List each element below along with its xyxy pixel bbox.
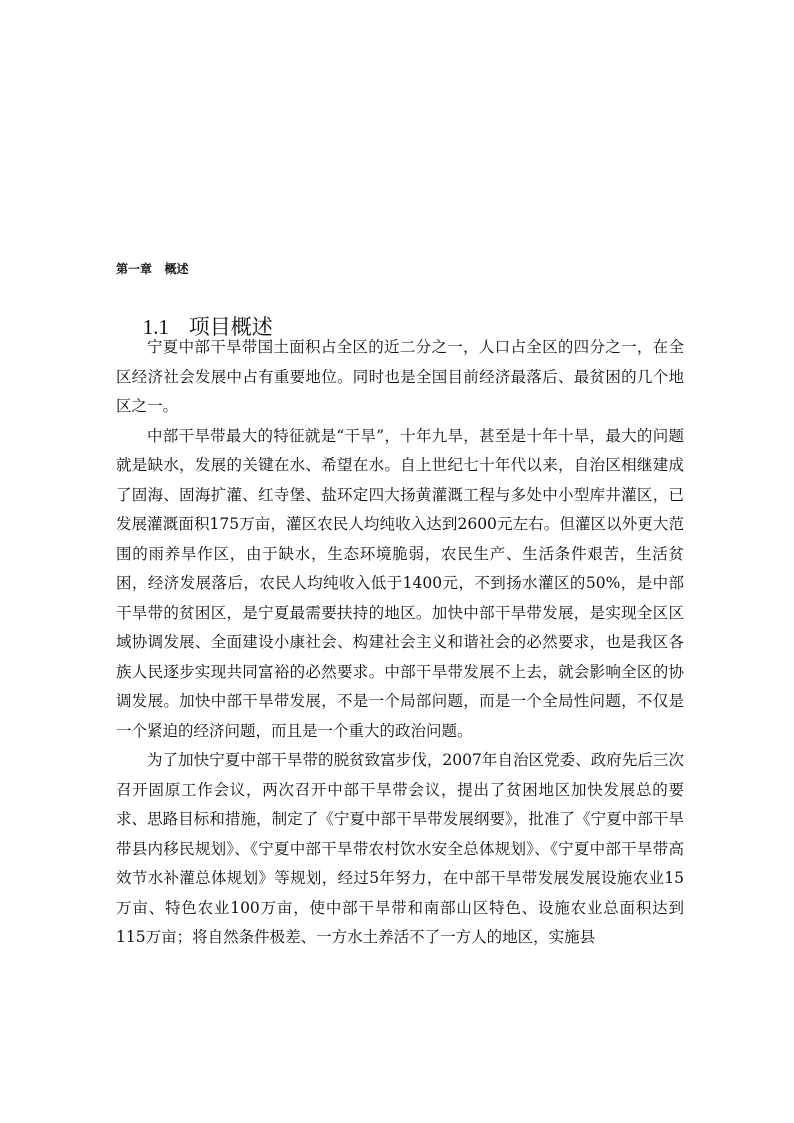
paragraph: 为了加快宁夏中部干旱带的脱贫致富步伐，2007年自治区党委、政府先后三次召开固原工作会议，两次召开中部干旱带会议，提出了贫困地区加快发展总的要求、思路目标和措施，制定了《宁夏中部干旱带发展纲要》，批准了《宁夏中部干旱带县内移民规划》、《宁夏中部干旱带农村饮水安全总体规划》、《宁夏中部干旱带高效节水补灌总体规划》等规划，经过5年努力，在中部干旱带发展发展设施农业15万亩、特色农业100万亩，使中部干旱带和南部山区特色、设施农业总面积达到115万亩；将自然条件极差、一方水土养活不了一方人的地区，实施县 bbox=[116, 751, 684, 946]
paragraph: 中部干旱带最大的特征就是“干旱”，十年九旱，甚至是十年十旱，最大的问题就是缺水，发展的关键在水、希望在水。自上世纪七十年代以来，自治区相继建成了固海、固海扩灌、红寺堡、盐环定四大扬黄灌溉工程与多处中小型库井灌区，已发展灌溉面积175万亩，灌区农民人均纯收入达到2600元左右。但灌区以外更大范围的雨养旱作区，由于缺水，生态环境脆弱，农民生产、生活条件艰苦，生活贫困，经济发展落后，农民人均纯收入低于1400元，不到扬水灌区的50%，是中部干旱带的贫困区，是宁夏最需要扶持的地区。加快中部干旱带发展，是实现全区区域协调发展、全面建设小康社会、构建社会主义和谐社会的必然要求，也是我区各族人民逐步实现共同富裕的必然要求。中部干旱带发展不上去，就会影响全区的协调发展。加快中部干旱带发展，不是一个局部问题，而是一个全局性问题，不仅是一个紧迫的经济问题，而且是一个重大的政治问题。 bbox=[116, 426, 684, 740]
body-text bbox=[116, 333, 684, 953]
paragraph: 宁夏中部干旱带国土面积占全区的近二分之一，人口占全区的四分之一，在全区经济社会发展中占有重要地位。同时也是全国目前经济最落后、最贫困的几个地区之一。 bbox=[116, 338, 684, 415]
section-title: 项目概述 bbox=[188, 315, 273, 339]
chapter-heading: 第一章 概述 bbox=[116, 262, 189, 276]
section-number: 1.1 bbox=[142, 315, 169, 339]
